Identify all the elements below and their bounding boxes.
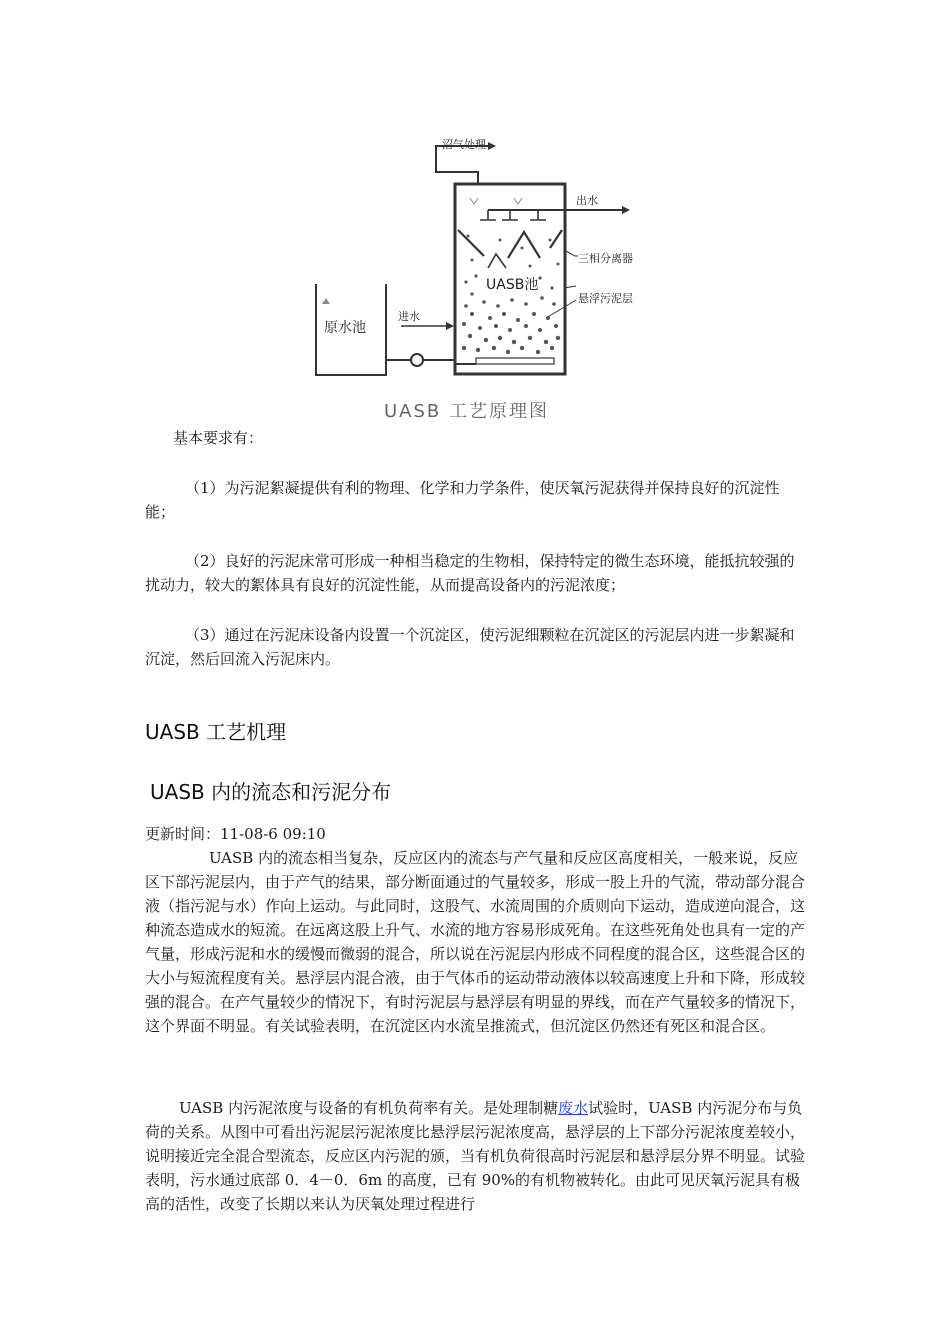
intro-text: 基本要求有： [173,429,264,447]
label-inflow: 进水 [398,310,420,323]
requirement-item: （1）为污泥絮凝提供有利的物理、化学和力学条件，使厌氧污泥获得并保持良好的沉淀性能； [145,479,780,521]
pump-icon [411,354,423,366]
wastewater-link[interactable]: 废水 [558,1099,589,1117]
update-time: 更新时间：11-08-6 09:10 [145,825,326,843]
label-separator: 三相分离器 [578,252,633,265]
label-reactor: UASB池 [486,277,539,293]
label-biogas: 沼气处理 [442,138,486,151]
requirement-item: （2）良好的污泥床常可形成一种相当稳定的生物相，保持特定的微生态环境，能抵抗较强的扰动力，较大的絮体具有良好的沉淀性能，从而提高设备内的污泥浓度； [145,552,795,594]
distributor [476,358,554,364]
subsection-heading: UASB 内的流态和污泥分布 [150,780,392,804]
three-phase-separator [458,230,562,258]
label-raw-tank: 原水池 [324,320,366,336]
label-suspended-sludge: 悬浮污泥层 [578,292,633,305]
label-outflow: 出水 [576,194,598,207]
section-heading: UASB 工艺机理 [145,720,287,744]
uasb-process-diagram [300,128,660,428]
body-paragraph [145,1096,807,1216]
diagram-svg [300,128,660,428]
body-paragraph: UASB 内的流态相当复杂，反应区内的流态与产气量和反应区高度相关，一般来说，反应区下部污泥层内，由于产气的结果，部分断面通过的气量较多，形成一股上升的气流，带动部分混合液（指污泥与水）作向上运动。与此同时，这股气、水流周围的介质则向下运动，造成逆向混合，这种流态造成水的短流。在远离这股上升气、水流的地方容易形成死角。在这些死角处也具有一定的产气量，形成污泥和水的缓慢而微弱的混合，所以说在污泥层内形成不同程度的混合区，这些混合区的大小与短流程度有关。悬浮层内混合液，由于气体币的运动带动液体以较高速度上升和下降，形成较强的混合。在产气量较少的情况下，有时污泥层与悬浮层有明显的界线，而在产气量较多的情况下，这个界面不明显。有关试验表明，在沉淀区内水流呈推流式，但沉淀区仍然还有死区和混合区。 [145,849,806,1035]
paragraph-text: UASB 内污泥浓度与设备的有机负荷率有关。是处理制糖 [179,1099,559,1117]
inflow-pipe [386,360,476,364]
biogas-pipe [436,146,488,184]
figure-caption: UASB 工艺原理图 [384,401,549,422]
paragraph-text: 试验时，UASB 内污泥分布与负荷的关系。从图中可看出污泥层污泥浓度比悬浮层污泥浓度高，悬浮层的上下部分污泥浓度差较小，说明接近完全混合型流态，反应区内污泥的颁，当有机负荷很高时污泥层和悬浮层分界不明显。试验表明，污水通过底部 0．4－0．6m 的高度，已有 90%的有机物被转化。由此可见厌氧污泥具有极高的活性，改变了长期以来认为厌氧处理过程进行 [145,1099,806,1213]
requirement-item: （3）通过在污泥床设备内设置一个沉淀区，使污泥细颗粒在沉淀区的污泥层内进一步絮凝和沉淀，然后回流入污泥床内。 [145,626,795,668]
